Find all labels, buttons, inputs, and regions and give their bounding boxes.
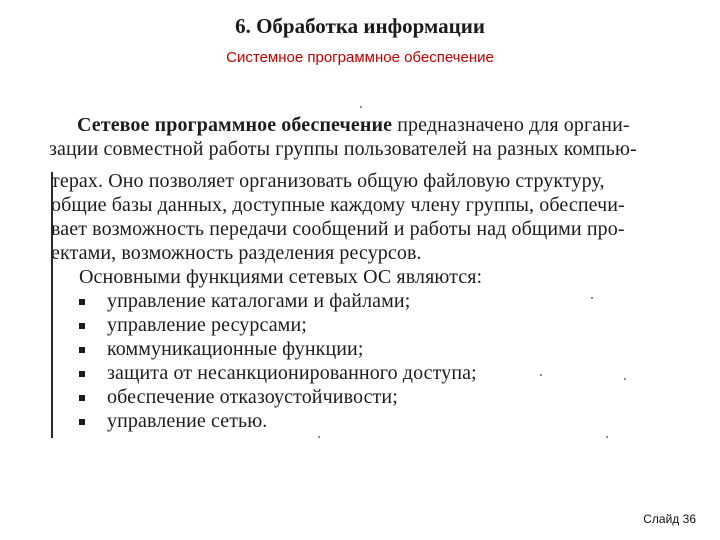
paragraph-line-6: ектами, возможность разделения ресурсов.: [51, 242, 422, 264]
scanned-text-block: Сетевое программное обеспечение предназначено для органи- зации совместной работы группы пользователей на разных компью- терах. Оно позволяет организовать общую файловую структуру, общие базы данных, доступные каждому члену группы, обеспечи- вает возможность передачи сообщений и работы над общими про- ектами, возможность разделения ресурсов. Основными функциями сетевых ОС являются: управление каталогами и файлами; управление ресурсами; коммуникационные функции; защита от несанкционированного доступа; обеспечение отказоустойчивости; управление сетью.: [49, 114, 637, 432]
paragraph-line-2: зации совместной работы группы пользователей на разных компью-: [49, 138, 637, 160]
paragraph-line-3: терах. Оно позволяет организовать общую файловую структуру,: [51, 170, 605, 192]
square-bullet-icon: [79, 299, 85, 305]
lead-term: Сетевое программное обеспечение: [77, 114, 393, 136]
square-bullet-icon: [79, 395, 85, 401]
square-bullet-icon: [79, 419, 85, 425]
scan-speck: [318, 436, 320, 438]
scan-speck: [360, 106, 362, 108]
line-text: предназначено для органи-: [397, 114, 630, 136]
scan-speck: [591, 297, 593, 299]
slide-number: Слайд 36: [643, 512, 696, 526]
square-bullet-icon: [79, 347, 85, 353]
paragraph-line-5: вает возможность передачи сообщений и работы над общими про-: [51, 218, 625, 240]
scan-speck: [606, 436, 608, 438]
square-bullet-icon: [79, 371, 85, 377]
square-bullet-icon: [79, 323, 85, 329]
functions-intro: Основными функциями сетевых ОС являются:: [79, 266, 483, 288]
slide-subtitle: Системное программное обеспечение: [226, 49, 494, 66]
paragraph-line-4: общие базы данных, доступные каждому члену группы, обеспечи-: [51, 194, 625, 216]
slide-title: 6. Обработка информации: [235, 14, 485, 38]
scan-speck: [540, 374, 542, 376]
scan-speck: [624, 378, 626, 380]
paragraph-line-1: [77, 114, 630, 137]
